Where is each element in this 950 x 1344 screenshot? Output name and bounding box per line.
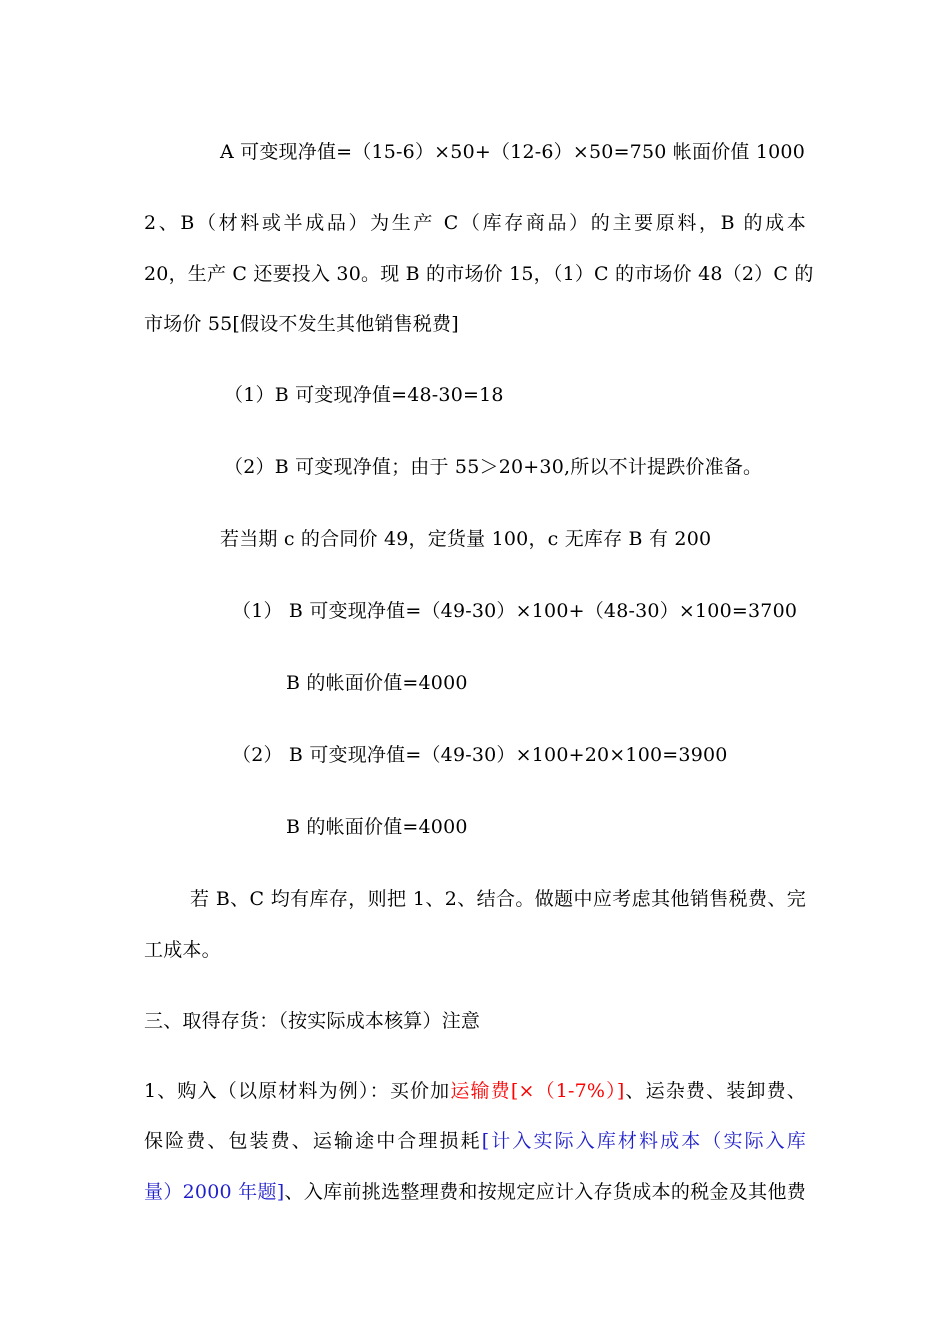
paragraph-2-line-2: 20，生产 C 还要投入 30。现 B 的市场价 15，（1）C 的市场价 48（2）C 的 [144, 263, 814, 285]
purchase-line-1-end: 、运杂费、装卸费、 [624, 1080, 806, 1102]
purchase-line-3 [144, 1179, 806, 1205]
book-value-2-line: B 的帐面价值=4000 [286, 816, 468, 838]
calc-2-line: （2） B 可变现净值=（49-30）×100+20×100=3900 [232, 744, 728, 766]
book-value-1-line: B 的帐面价值=4000 [286, 672, 468, 694]
purchase-line-3-end: 、入库前挑选整理费和按规定应计入存货成本的税金及其他费 [284, 1181, 806, 1203]
contract-line: 若当期 c 的合同价 49，定货量 100，c 无库存 B 有 200 [220, 528, 712, 550]
purchase-line-2-start: 保险费、包装费、运输途中合理损耗 [144, 1130, 482, 1152]
combine-paragraph-line-2: 工成本。 [144, 939, 221, 961]
section-3-heading: 三、取得存货：（按实际成本核算）注意 [144, 1010, 481, 1032]
paragraph-2-line-3: 市场价 55[假设不发生其他销售税费] [144, 313, 459, 335]
purchase-line-1-start: 1、购入（以原材料为例）：买价加 [144, 1080, 451, 1102]
case-1-line: （1）B 可变现净值=48-30=18 [224, 384, 504, 406]
purchase-line-1 [144, 1078, 806, 1104]
case-2-line: （2）B 可变现净值；由于 55＞20+30,所以不计提跌价准备。 [224, 456, 763, 478]
loss-note-highlight-end: 量）2000 年题] [144, 1181, 285, 1203]
calc-1-line: （1） B 可变现净值=（49-30）×100+（48-30）×100=3700 [232, 600, 798, 622]
purchase-line-2 [144, 1128, 806, 1154]
combine-paragraph-line-1: 若 B、C 均有库存，则把 1、2、结合。做题中应考虑其他销售税费、完 [190, 888, 806, 910]
line-a-net-realizable-value: A 可变现净值=（15-6）×50+（12-6）×50=750 帐面价值 1000 [220, 141, 805, 163]
paragraph-2-line-1: 2、B（材料或半成品）为生产 C（库存商品）的主要原料，B 的成本 [144, 212, 806, 234]
loss-note-highlight: [计入实际入库材料成本（实际入库 [481, 1130, 806, 1152]
freight-highlight: 运输费[×（1-7%）] [450, 1080, 625, 1102]
